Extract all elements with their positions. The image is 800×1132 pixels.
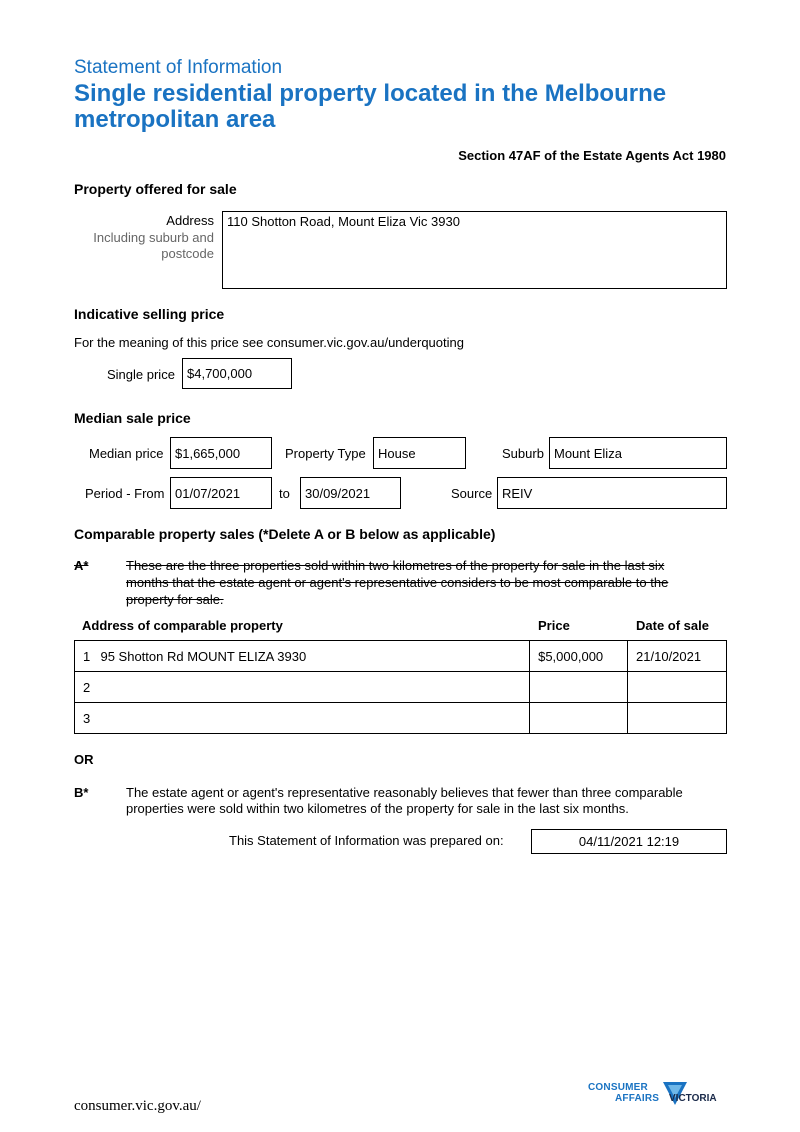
prepared-on-field[interactable] — [531, 829, 727, 854]
document-title-line-1: Single residential property located in the Melbourne — [74, 80, 667, 107]
prepared-on-label: This Statement of Information was prepared on: — [229, 833, 504, 848]
comparable-price[interactable]: $5,000,000 — [530, 641, 628, 672]
option-b-line-2: properties were sold within two kilometres of the property for sale in the last six months. — [126, 801, 629, 816]
median-price-label: Median price — [89, 446, 164, 461]
option-a-line-3: property for sale. — [126, 592, 224, 607]
period-from-label: Period - From — [85, 486, 165, 501]
comparable-sales-table — [74, 640, 727, 734]
comparable-address[interactable] — [100, 703, 529, 734]
comparable-date[interactable]: 21/10/2021 — [628, 641, 727, 672]
property-type-field[interactable] — [373, 437, 466, 469]
option-b-line-1: The estate agent or agent's representative reasonably believes that fewer than three comparable — [126, 785, 683, 800]
median-price-field[interactable] — [170, 437, 272, 469]
comparable-price[interactable] — [530, 703, 628, 734]
property-type-label: Property Type — [285, 446, 366, 461]
period-from-field[interactable] — [170, 477, 272, 509]
row-number: 3 — [75, 703, 101, 734]
address-field[interactable] — [222, 211, 727, 289]
period-to-value: 30/09/2021 — [305, 486, 371, 501]
option-a-line-2: months that the estate agent or agent's representative considers to be most comparable to the — [126, 575, 669, 590]
document-title-line-2: metropolitan area — [74, 106, 276, 133]
act-reference: Section 47AF of the Estate Agents Act 1980 — [458, 148, 726, 163]
option-a-marker: A* — [74, 558, 89, 573]
logo-text-victoria: VICTORIA — [669, 1093, 717, 1104]
suburb-label: Suburb — [502, 446, 544, 461]
document-subtitle: Statement of Information — [74, 57, 283, 78]
source-field[interactable] — [497, 477, 727, 509]
comparable-section-heading: Comparable property sales (*Delete A or B below as applicable) — [74, 526, 496, 542]
source-value: REIV — [502, 486, 533, 501]
source-label: Source — [451, 486, 493, 501]
row-number: 2 — [75, 672, 101, 703]
table-row — [75, 672, 727, 703]
footer-url[interactable]: consumer.vic.gov.au/ — [74, 1098, 201, 1114]
consumer-affairs-victoria-logo — [588, 1081, 728, 1109]
comparable-address[interactable] — [100, 672, 529, 703]
property-type-value: House — [378, 446, 416, 461]
period-from-value: 01/07/2021 — [175, 486, 241, 501]
address-hint-2: postcode — [161, 246, 214, 261]
indicative-section-heading: Indicative selling price — [74, 306, 225, 322]
single-price-label: Single price — [107, 367, 175, 382]
comparable-address[interactable]: 95 Shotton Rd MOUNT ELIZA 3930 — [100, 641, 529, 672]
address-value: 110 Shotton Road, Mount Eliza Vic 3930 — [227, 214, 460, 229]
logo-text-consumer: CONSUMER — [588, 1082, 648, 1093]
underquoting-note: For the meaning of this price see consumer.vic.gov.au/underquoting — [74, 335, 464, 350]
period-to-field[interactable] — [300, 477, 401, 509]
address-hint-1: Including suburb and — [93, 230, 214, 245]
median-price-value: $1,665,000 — [175, 446, 241, 461]
comparable-date[interactable] — [628, 672, 727, 703]
address-label: Address — [166, 213, 214, 228]
logo-text-affairs: AFFAIRS — [615, 1093, 660, 1104]
comparable-price[interactable] — [530, 672, 628, 703]
single-price-field[interactable] — [182, 358, 292, 389]
suburb-field[interactable] — [549, 437, 727, 469]
prepared-on-value: 04/11/2021 12:19 — [578, 834, 680, 849]
table-row — [75, 703, 727, 734]
column-header-price: Price — [538, 618, 570, 633]
column-header-address: Address of comparable property — [82, 618, 283, 633]
single-price-value: $4,700,000 — [187, 366, 253, 381]
suburb-value: Mount Eliza — [554, 446, 622, 461]
option-b-marker: B* — [74, 785, 89, 800]
comparable-date[interactable] — [628, 703, 727, 734]
column-header-date: Date of sale — [636, 618, 709, 633]
option-a-line-1: These are the three properties sold within two kilometres of the property for sale in the last six — [126, 558, 665, 573]
or-label: OR — [74, 752, 94, 767]
median-section-heading: Median sale price — [74, 410, 191, 426]
row-number: 1 — [75, 641, 101, 672]
property-section-heading: Property offered for sale — [74, 181, 237, 197]
period-to-label: to — [279, 486, 290, 501]
table-row — [75, 641, 727, 672]
